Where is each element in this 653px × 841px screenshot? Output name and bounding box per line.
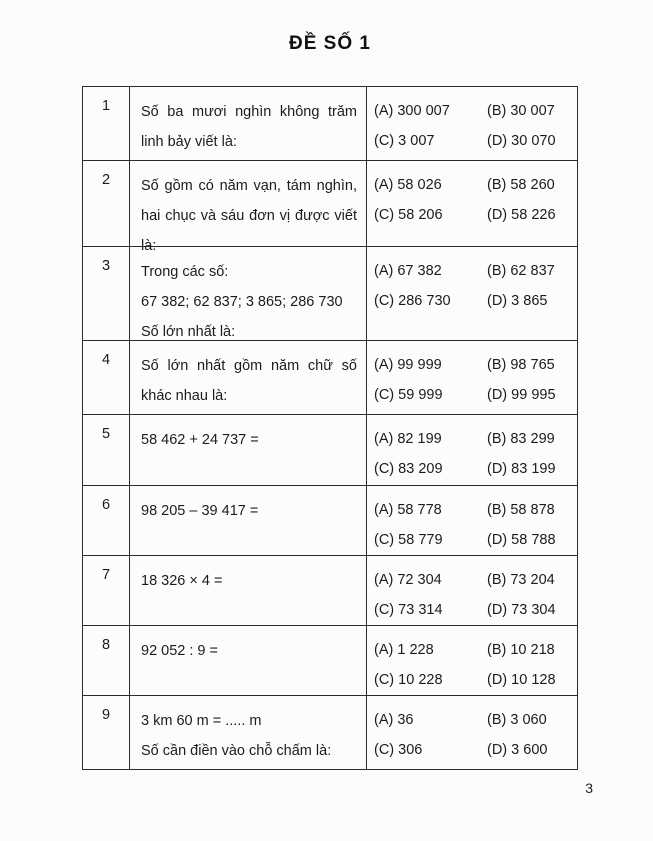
answer-options xyxy=(367,87,577,160)
option-a: (A) 58 778 xyxy=(374,502,442,518)
table-row xyxy=(83,247,577,341)
questions-table xyxy=(82,86,578,770)
question-line: Số cần điền vào chỗ chấm là: xyxy=(141,743,332,759)
table-row xyxy=(83,341,577,415)
option-row xyxy=(374,495,573,525)
question-line: Số ba mươi nghìn không trăm linh bảy viết là: xyxy=(141,104,357,150)
option-row xyxy=(374,595,573,625)
option-d: (D) 73 304 xyxy=(487,602,556,618)
option-a: (A) 82 199 xyxy=(374,431,442,447)
option-a: (A) 36 xyxy=(374,712,414,728)
option-b: (B) 62 837 xyxy=(487,263,555,279)
option-b: (B) 58 878 xyxy=(487,502,555,518)
answer-options xyxy=(367,247,577,340)
option-c: (C) 59 999 xyxy=(374,387,443,403)
question-line: Số gồm có năm vạn, tám nghìn, hai chục và sáu đơn vị được viết là: xyxy=(141,178,357,254)
option-d: (D) 99 995 xyxy=(487,387,556,403)
option-c: (C) 286 730 xyxy=(374,293,451,309)
question-number: 2 xyxy=(83,161,130,246)
question-text xyxy=(130,486,367,555)
option-row xyxy=(374,256,573,286)
option-c: (C) 73 314 xyxy=(374,602,443,618)
table-row xyxy=(83,696,577,769)
option-a: (A) 72 304 xyxy=(374,572,442,588)
answer-options xyxy=(367,486,577,555)
option-row xyxy=(374,286,573,316)
question-number: 7 xyxy=(83,556,130,625)
option-c: (C) 3 007 xyxy=(374,133,435,149)
option-d: (D) 3 865 xyxy=(487,293,548,309)
table-row xyxy=(83,556,577,626)
question-line: Trong các số: xyxy=(141,264,229,280)
option-d: (D) 58 226 xyxy=(487,207,556,223)
option-c: (C) 58 779 xyxy=(374,532,443,548)
answer-options xyxy=(367,415,577,485)
option-row xyxy=(374,705,573,735)
option-b: (B) 98 765 xyxy=(487,357,555,373)
option-a: (A) 1 228 xyxy=(374,642,434,658)
option-d: (D) 3 600 xyxy=(487,742,548,758)
answer-options xyxy=(367,626,577,695)
option-row xyxy=(374,350,573,380)
option-row xyxy=(374,380,573,410)
option-b: (B) 83 299 xyxy=(487,431,555,447)
question-number: 3 xyxy=(83,247,130,340)
table-row xyxy=(83,161,577,254)
option-d: (D) 30 070 xyxy=(487,133,556,149)
option-b: (B) 30 007 xyxy=(487,103,555,119)
question-text xyxy=(130,87,367,160)
option-b: (B) 73 204 xyxy=(487,572,555,588)
option-c: (C) 306 xyxy=(374,742,423,758)
question-number: 1 xyxy=(83,87,130,160)
question-text xyxy=(130,161,367,254)
option-row xyxy=(374,454,573,484)
option-row xyxy=(374,96,573,126)
question-line: 92 052 : 9 = xyxy=(141,643,218,659)
answer-options xyxy=(367,341,577,414)
table-row xyxy=(83,415,577,486)
page-title: ĐỀ SỐ 1 xyxy=(289,33,371,54)
option-d: (D) 10 128 xyxy=(487,672,556,688)
option-a: (A) 58 026 xyxy=(374,177,442,193)
option-a: (A) 99 999 xyxy=(374,357,442,373)
question-number: 8 xyxy=(83,626,130,695)
question-line: 18 326 × 4 = xyxy=(141,573,223,589)
question-text xyxy=(130,415,367,485)
table-row xyxy=(83,486,577,556)
option-a: (A) 67 382 xyxy=(374,263,442,279)
option-b: (B) 58 260 xyxy=(487,177,555,193)
option-row xyxy=(374,635,573,665)
table-row xyxy=(83,626,577,696)
question-text xyxy=(130,696,367,769)
option-a: (A) 300 007 xyxy=(374,103,450,119)
option-row xyxy=(374,200,573,230)
question-number: 5 xyxy=(83,415,130,485)
question-number: 9 xyxy=(83,696,130,769)
answer-options xyxy=(367,696,577,769)
answer-options xyxy=(367,556,577,625)
table-row xyxy=(83,87,577,161)
question-line: Số lớn nhất là: xyxy=(141,324,236,340)
page-number: 3 xyxy=(585,780,593,796)
option-c: (C) 10 228 xyxy=(374,672,443,688)
option-b: (B) 3 060 xyxy=(487,712,547,728)
question-number: 4 xyxy=(83,341,130,414)
question-line: 58 462 + 24 737 = xyxy=(141,432,259,448)
option-d: (D) 58 788 xyxy=(487,532,556,548)
question-text xyxy=(130,341,367,414)
option-row xyxy=(374,170,573,200)
option-d: (D) 83 199 xyxy=(487,461,556,477)
question-line: Số lớn nhất gồm năm chữ số khác nhau là: xyxy=(141,358,357,404)
option-row xyxy=(374,665,573,695)
question-line: 67 382; 62 837; 3 865; 286 730 xyxy=(141,294,343,310)
answer-options xyxy=(367,161,577,246)
option-row xyxy=(374,126,573,156)
option-row xyxy=(374,735,573,765)
question-text xyxy=(130,556,367,625)
option-row xyxy=(374,565,573,595)
option-b: (B) 10 218 xyxy=(487,642,555,658)
option-c: (C) 58 206 xyxy=(374,207,443,223)
question-text xyxy=(130,626,367,695)
option-c: (C) 83 209 xyxy=(374,461,443,477)
option-row xyxy=(374,525,573,555)
question-line: 3 km 60 m = ..... m xyxy=(141,713,262,729)
question-text xyxy=(130,247,367,340)
question-number: 6 xyxy=(83,486,130,555)
option-row xyxy=(374,424,573,454)
question-line: 98 205 – 39 417 = xyxy=(141,503,259,519)
